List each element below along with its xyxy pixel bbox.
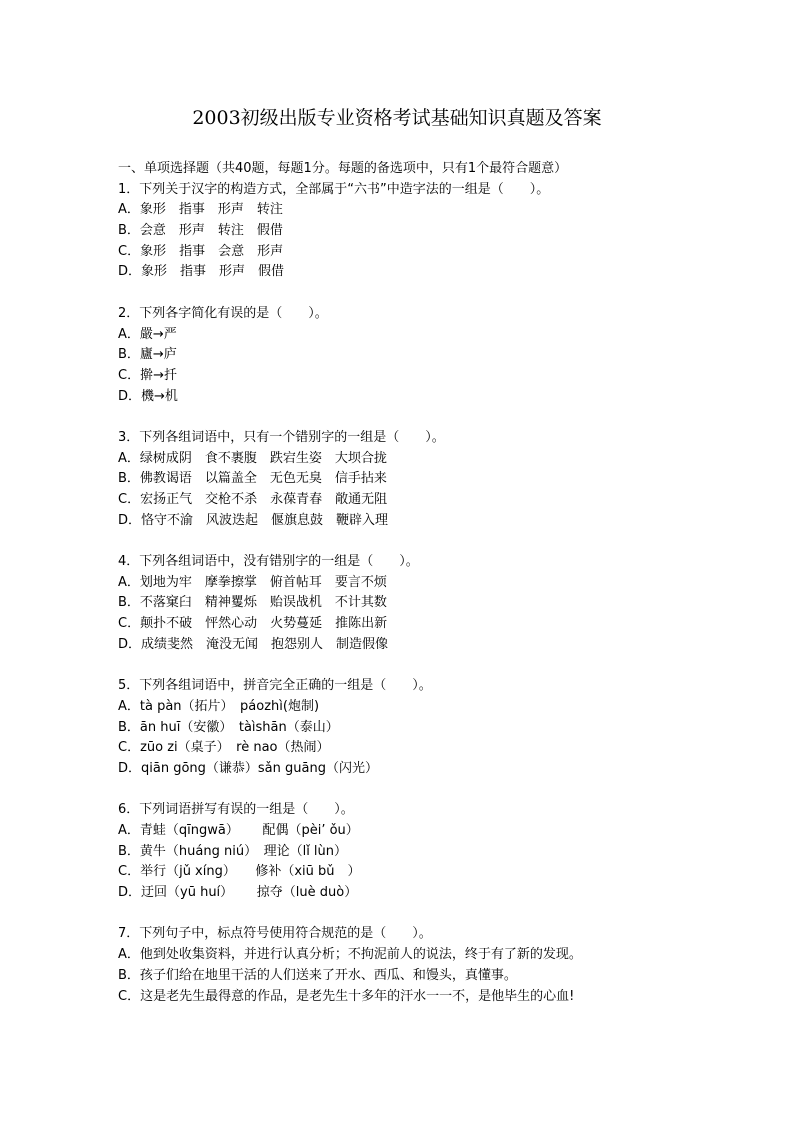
spacer (118, 531, 778, 552)
spacer (118, 780, 778, 801)
question-4 (118, 552, 778, 655)
question-option: A．象形 指事 形声 转注 (118, 202, 283, 218)
question-option: A．tà pàn（拓片） páozhì(炮制) (118, 698, 320, 714)
question-stem: 3．下列各组词语中，只有一个错别字的一组是（ ）。 (118, 429, 445, 445)
question-option: C．zūo zi（桌子） rè nao（热闹） (118, 740, 330, 756)
document-body (118, 159, 778, 1007)
question-option: C．这是老先生最得意的作品，是老先生十多年的汗水一一不，是他毕生的心血! (118, 988, 575, 1004)
question-option: B．不落窠臼 精神矍烁 贻误战机 不计其数 (118, 595, 387, 611)
spacer (118, 904, 778, 925)
question-option: C．举行（jǔ xíng） 修补（xiū bǔ ） (118, 864, 361, 880)
question-stem: 7．下列句子中，标点符号使用符合规范的是（ ）。 (118, 926, 432, 942)
question-option: B．黄牛（huáng niú） 理论（lǐ lùn） (118, 843, 348, 859)
question-option: D．恪守不渝 风波迭起 偃旗息鼓 鞭辟入理 (118, 512, 389, 528)
question-3 (118, 428, 778, 531)
question-option: D．迂回（yū huí） 掠夺（luè duò） (118, 885, 358, 901)
spacer (118, 283, 778, 304)
question-option: B．孩子们给在地里干活的人们送来了开水、西瓜、和馒头，真懂事。 (118, 967, 517, 983)
question-5 (118, 676, 778, 779)
question-1 (118, 180, 778, 283)
question-stem: 2．下列各字简化有误的是（ ）。 (118, 305, 328, 321)
question-stem: 5．下列各组词语中，拼音完全正确的一组是（ ）。 (118, 678, 432, 694)
question-option: B．会意 形声 转注 假借 (118, 223, 283, 239)
question-7 (118, 924, 778, 1007)
question-option: B．ān huī（安徽） tàìshān（泰山） (118, 719, 339, 735)
document-title: 2003初级出版专业资格考试基础知识真题及答案 (192, 107, 602, 129)
question-stem: 1．下列关于汉字的构造方式，全部属于“六书”中造字法的一组是（ ）。 (118, 181, 550, 197)
spacer (118, 407, 778, 428)
question-option: D．成绩斐然 淹没无闻 抱怨别人 制造假像 (118, 636, 389, 652)
question-option: B．廬→庐 (118, 347, 177, 363)
question-stem: 4．下列各组词语中，没有错别字的一组是（ ）。 (118, 554, 419, 570)
question-option: C．颠扑不破 怦然心动 火势蔓延 推陈出新 (118, 616, 388, 632)
question-option: D．qiān gōng（谦恭）sǎn guāng（闪光） (118, 760, 378, 776)
question-option: A．绿树成阴 食不裹腹 跌宕生姿 大坝合拢 (118, 450, 387, 466)
question-6 (118, 800, 778, 903)
question-stem: 6．下列词语拼写有误的一组是（ ）。 (118, 802, 354, 818)
question-option: D．象形 指事 形声 假借 (118, 264, 285, 280)
question-option: A．嚴→严 (118, 326, 177, 342)
spacer (118, 656, 778, 677)
question-option: C．宏扬正气 交枪不杀 永葆青春 敞通无阻 (118, 492, 388, 507)
question-option: B．佛教谒语 以篇盖全 无色无臭 信手拈来 (118, 471, 387, 487)
section-heading: 一、单项选择题（共40题，每题1分。每题的备选项中，只有1个最符合题意） (118, 161, 568, 176)
question-option: C．擀→扦 (118, 367, 177, 383)
question-option: A．他到处收集资料，并进行认真分析；不拘泥前人的说法，终于有了新的发现。 (118, 947, 582, 963)
question-option: D．機→机 (118, 388, 178, 404)
question-2 (118, 304, 778, 407)
question-option: C．象形 指事 会意 形声 (118, 243, 284, 259)
question-option: A．青蛙（qīngwā） 配偶（pèi’ ǒu） (118, 823, 359, 838)
question-option: A．划地为牢 摩拳擦掌 俯首帖耳 要言不烦 (118, 574, 387, 590)
